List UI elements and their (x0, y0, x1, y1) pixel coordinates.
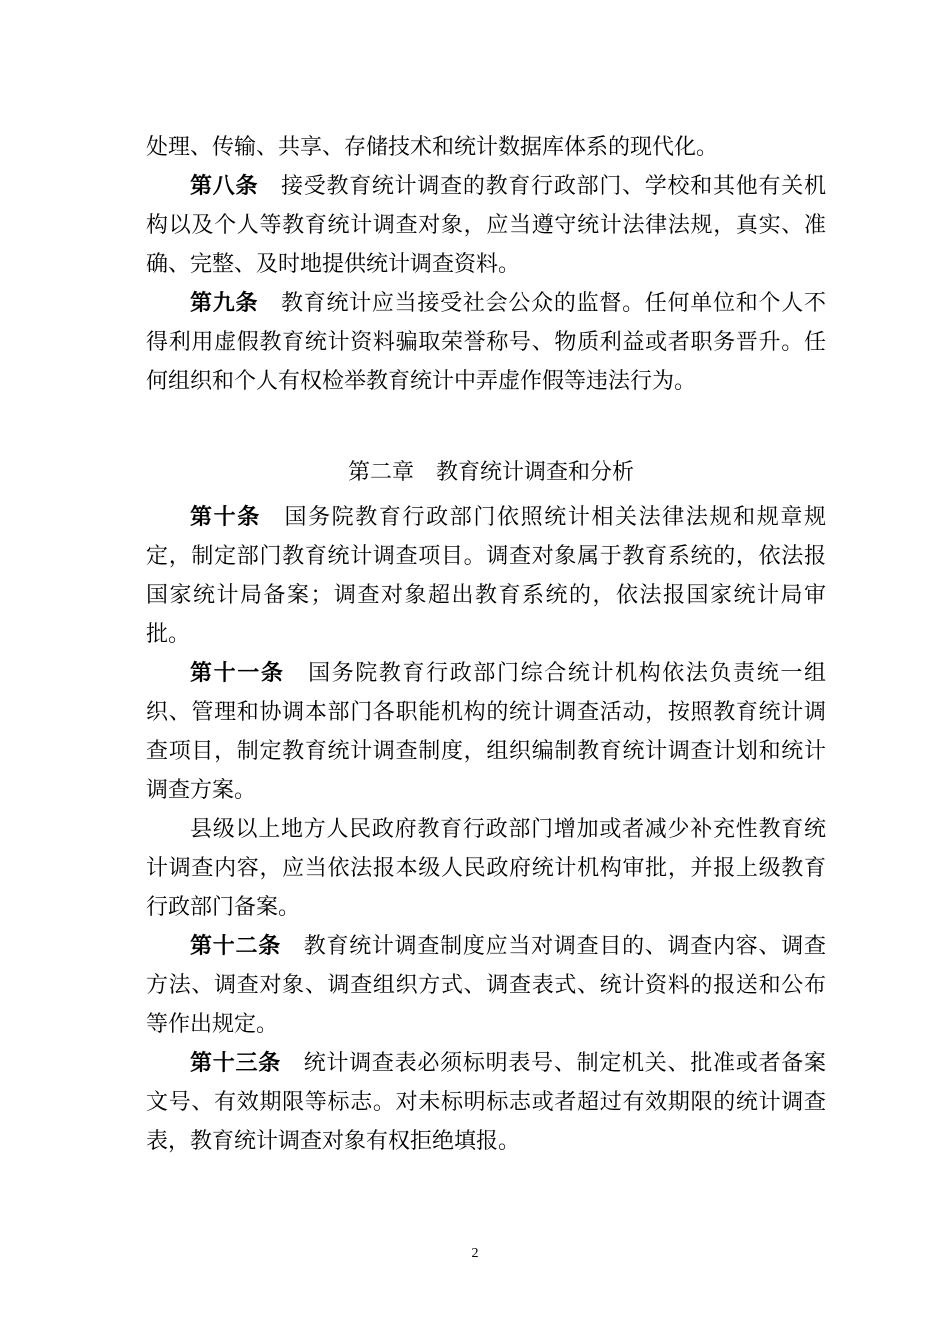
article-12-label: 第十二条 (190, 933, 281, 959)
article-10 (146, 498, 826, 654)
article-12 (146, 927, 826, 1044)
article-12-text: 教育统计调查制度应当对调查目的、调查内容、调查方法、调查对象、调查组织方式、调查表式、统计资料的报送和公布等作出规定。 (146, 934, 826, 1037)
article-11 (146, 654, 826, 810)
article-13-label: 第十三条 (190, 1050, 281, 1076)
article-13 (146, 1044, 826, 1161)
article-10-label: 第十条 (190, 504, 261, 530)
article-11-paragraph-2: 县级以上地方人民政府教育行政部门增加或者减少补充性教育统计调查内容，应当依法报本级人民政府统计机构审批，并报上级教育行政部门备案。 (146, 817, 826, 920)
article-11-label: 第十一条 (190, 660, 285, 686)
chapter-heading: 第二章 教育统计调查和分析 (347, 460, 634, 485)
document-body (146, 128, 826, 1161)
article-8 (146, 167, 826, 284)
page-number: 2 (471, 1246, 479, 1261)
article-8-text: 接受教育统计调查的教育行政部门、学校和其他有关机构以及个人等教育统计调查对象，应当遵守统计法律法规，真实、准确、完整、及时地提供统计调查资料。 (146, 174, 826, 277)
article-9-label: 第九条 (190, 290, 259, 316)
article-10-text: 国务院教育行政部门依照统计相关法律法规和规章规定，制定部门教育统计调查项目。调查对象属于教育系统的，依法报国家统计局备案；调查对象超出教育系统的，依法报国家统计局审批。 (146, 505, 826, 647)
article-9-text: 教育统计应当接受社会公众的监督。任何单位和个人不得利用虚假教育统计资料骗取荣誉称号、物质利益或者职务晋升。任何组织和个人有权检举教育统计中弄虚作假等违法行为。 (146, 291, 826, 394)
article-11-text: 国务院教育行政部门综合统计机构依法负责统一组织、管理和协调本部门各职能机构的统计调查活动，按照教育统计调查项目，制定教育统计调查制度，组织编制教育统计调查计划和统计调查方案。 (146, 661, 826, 803)
article-13-text: 统计调查表必须标明表号、制定机关、批准或者备案文号、有效期限等标志。对未标明标志或者超过有效期限的统计调查表，教育统计调查对象有权拒绝填报。 (146, 1051, 826, 1154)
article-9 (146, 284, 826, 401)
lead-in-paragraph: 处理、传输、共享、存储技术和统计数据库体系的现代化。 (146, 135, 719, 160)
article-8-label: 第八条 (190, 173, 259, 199)
